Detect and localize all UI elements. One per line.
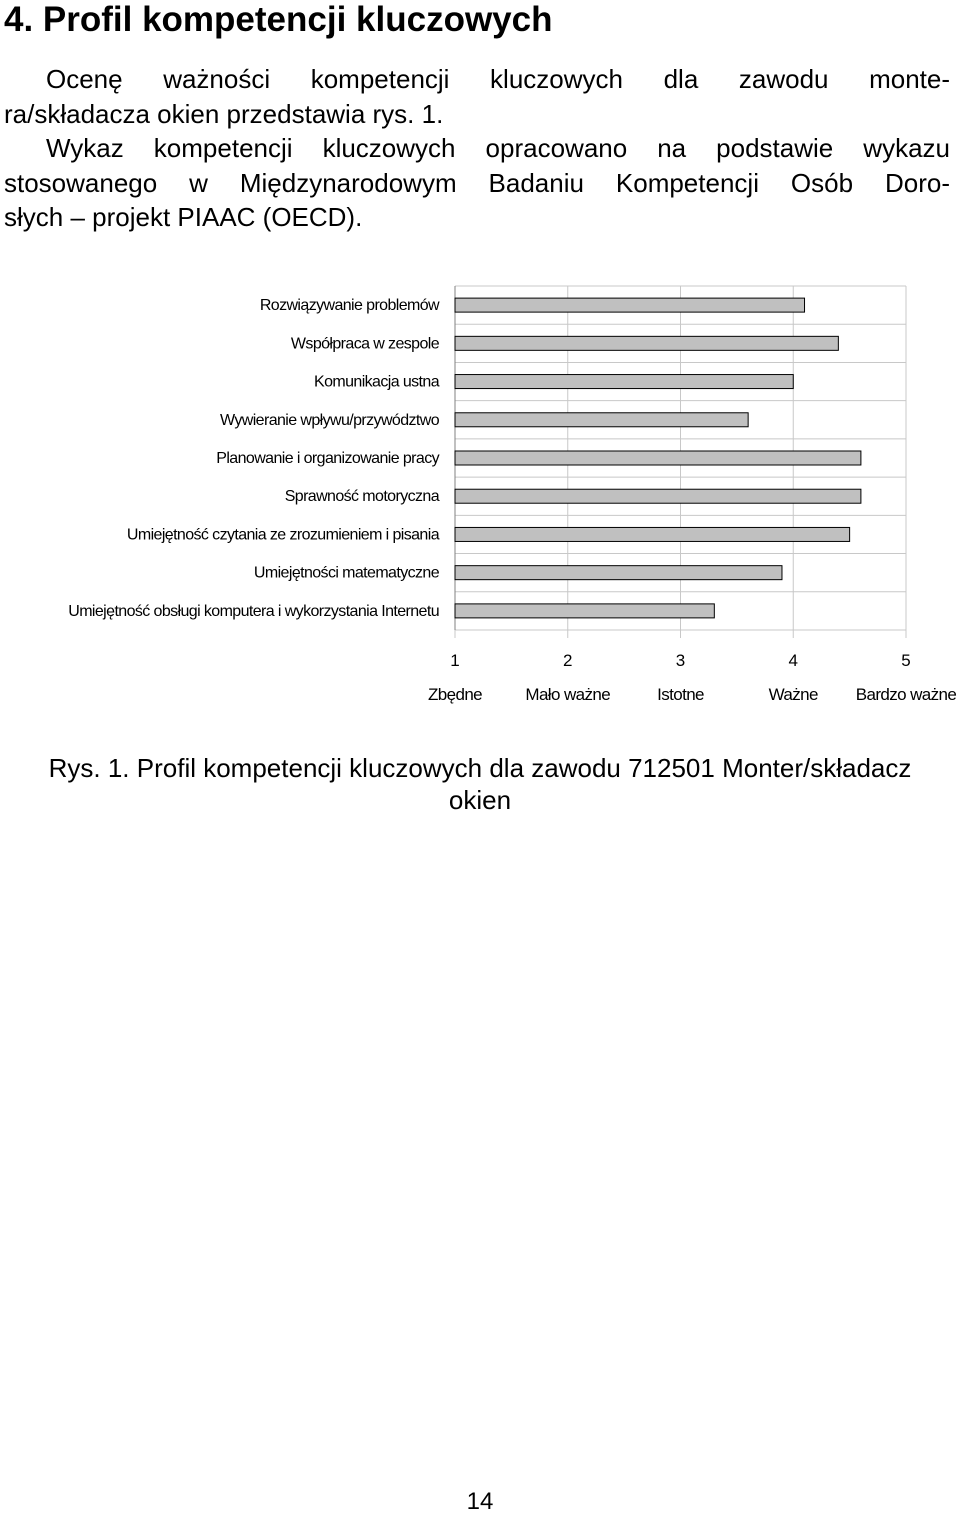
category-label: Współpraca w zespole [290,335,439,353]
x-tick-description: Bardzo ważne [855,685,957,704]
bar [455,336,838,350]
category-label: Komunikacja ustna [314,373,439,391]
competency-bar-chart [0,270,960,720]
caption-line: Rys. 1. Profil kompetencji kluczowych dla zawodu 712501 Monter/składacz [48,753,912,783]
bar [455,604,714,618]
x-tick-description: Istotne [657,685,704,704]
intro-paragraph [4,62,950,131]
paragraph-line: słych – projekt PIAAC (OECD). [4,202,363,232]
caption-line: okien [448,785,512,815]
category-label: Planowanie i organizowanie pracy [216,450,439,467]
category-label: Sprawność motoryczna [284,488,439,506]
paragraph-line: ra/składacza okien przedstawia rys. 1. [4,98,444,129]
category-label: Rozwiązywanie problemów [259,297,439,315]
x-tick-description: Ważne [768,685,818,704]
category-label: Wywieranie wpływu/przywództwo [220,411,439,429]
bar [455,566,782,580]
x-tick-label: 4 [788,651,798,670]
source-paragraph [4,131,950,235]
x-tick-description: Mało ważne [525,685,611,704]
bar [455,489,861,503]
page-number: 14 [466,1488,494,1515]
paragraph-line: Ocenę ważności kompetencji kluczowych dla zawodu monte- [46,64,950,94]
bar [455,375,793,389]
paragraph-line: stosowanego w Międzynarodowym Badaniu Kompetencji Osób Doro- [4,167,950,198]
category-label: Umiejętności matematyczne [253,564,439,582]
x-tick-label: 2 [563,651,573,670]
figure-caption [0,752,960,816]
bar [455,527,850,541]
category-label: Umiejętność czytania ze zrozumieniem i pisania [126,526,439,544]
bar [455,451,861,465]
x-tick-label: 3 [675,651,686,670]
x-tick-label: 1 [450,651,460,670]
paragraph-line: Wykaz kompetencji kluczowych opracowano na podstawie wykazu [46,133,950,163]
category-label: Umiejętność obsługi komputera i wykorzystania Internetu [68,602,439,620]
x-tick-description: Zbędne [427,685,483,704]
x-tick-label: 5 [901,651,911,670]
bar [455,413,748,427]
bar [455,298,805,312]
section-heading: 4. Profil kompetencji kluczowych [4,0,553,39]
